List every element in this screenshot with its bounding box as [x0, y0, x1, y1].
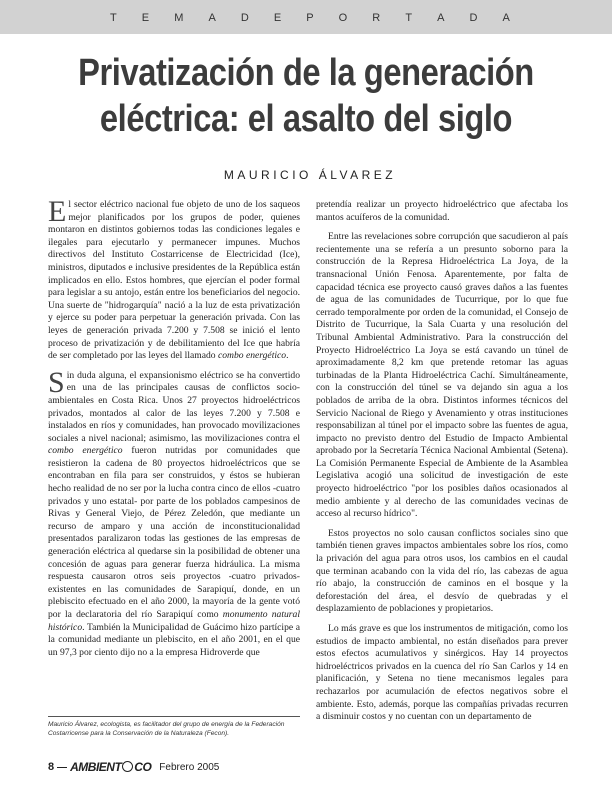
drop-cap: S	[48, 365, 65, 399]
footnote-divider	[48, 716, 300, 717]
paragraph-2: Sin duda alguna, el expansionismo eléctrico se ha convertido en una de las principales causas de conflictos socio-ambientales en Costa Rica. Unos 27 proyectos hidroeléctricos privados, montados al calor de las leyes 7.200 y 7.508 e instalados en ríos y comunidades, han provocado movilizaciones sociales a nivel nacional; asimismo, las movilizaciones contra el combo energético fueron nutridas por comunidades que resistieron la cadena de 80 proyectos hidroeléctricos que se encontraban en fila para ser construidos, y éstos se hubieran hecho realidad de no ser por la lucha contra cinco de ellos -cuatro privados y uno estatal- por parte de los poblados campesinos de Rivas y General Viejo, de Pérez Zeledón, que mediante un recurso de amparo y una acción de inconstitucionalidad presentados paralizaron todas las gestiones de las empresas de generación eléctrica al quedarse sin la posibilidad de obtener una concesión de aguas para generar fuerza hidráulica. La misma respuesta causaron otros seis proyectos -cuatro privados- existentes en las comunidades de Sarapiquí, donde, en un plebiscito efectuado en el año 2000, la mayoría de la gente votó por la declaratoria del río Sarapiquí como monumento natural histórico. También la Municipalidad de Guácimo hizo partícipe a la comunidad mediante un plebiscito, en el año 2001, en el que un 97,3 por ciento dijo no a la empresa Hidroverde que	[48, 365, 301, 658]
left-column	[48, 195, 301, 666]
author-footnote: Mauricio Álvarez, ecologista, es facilitador del grupo de energía de la Federación Costarricense para la Conservación de la Naturaleza (Fecon).	[48, 721, 285, 737]
footer-dash	[57, 767, 67, 768]
author-byline: MAURICIO ÁLVAREZ	[223, 168, 397, 182]
magazine-logo: AMBIENT CO	[70, 760, 152, 774]
section-header: T E M A D E P O R T A D A	[110, 12, 510, 24]
paragraph-3: Entre las revelaciones sobre corrupción que sacudieron al país recientemente una se refería a un presunto soborno para la construcción de la Represa Hidroeléctrica La Joya, de la transnacional Unión Fenosa. Aparentemente, por falta de capacidad técnica ese proyecto causó graves daños a las fuentes de agua de las comunidades de Tucurrique, por lo que fue cerrado temporalmente por orden de la comunidad, el Consejo de Distrito de Tucurrique, la Sala Cuarta y una resolución del Tribunal Ambiental Administrativo. Para la construcción del Proyecto Hidroeléctrico La Joya se está cavando un túnel de aproximadamente 8,2 km que pretende retomar las aguas turbinadas de la Planta Hidroeléctrica Cachí. Simultáneamente, con la construcción del túnel se va dejando sin agua a los poblados de arriba de la obra. Distintos informes técnicos del Servicio Nacional de Riego y Avenamiento y otras instituciones responsabilizan al túnel por el impacto sobre las fuentes de agua, impacto no previsto dentro del Estudio de Impacto Ambiental aprobado por la Secretaría Técnica Nacional Ambiental (Setena). La Comisión Permanente Especial de Ambiente de la Asamblea Legislativa acogió una solicitud de investigación de este proyecto hidroeléctrico "por los posibles daños ocasionados al medio ambiente y al derecho de las comunidades vecinas de acceso al recurso hídrico".	[316, 231, 568, 520]
title-line-1: Privatización de la generación	[78, 52, 534, 94]
drop-cap: E	[48, 195, 67, 228]
paragraph-5: Lo más grave es que los instrumentos de mitigación, como los estudios de impacto ambiental, no están diseñados para prever estos efectos acumulativos y sinérgicos. Hay 14 proyectos hidroeléctricos privados en la cuenca del río San Carlos y 14 en planificación, y Setena no tiene mecanismos legales para rechazarlos por acumulación de efectos negativos sobre el ambiente. Esto, además, porque las compañías privadas recurren a disminuir costos y no cuentan con un departamento de	[316, 623, 568, 723]
issue-date: Febrero 2005	[159, 761, 220, 773]
title-line-2: eléctrica: el asalto del siglo	[99, 98, 513, 140]
right-column	[316, 199, 568, 731]
page-footer	[48, 760, 219, 774]
globe-icon	[122, 761, 133, 772]
page-number: 8	[48, 761, 55, 773]
article-title	[69, 50, 544, 142]
paragraph-4: Estos proyectos no solo causan conflictos sociales sino que también tienen graves impactos ambientales sobre los ríos, como la privación del agua para otros usos, los cambios en el caudal que terminan acabando con la vida del río, las cabezas de agua río abajo, la construcción de caminos en el bosque y la deforestación del área, el desvío de quebradas y el desplazamiento de poblaciones y propietarios.	[316, 527, 568, 615]
paragraph-1: El sector eléctrico nacional fue objeto de uno de los saqueos mejor planificados por los grupos de poder, quienes montaron en distintos gobiernos todas las condiciones legales e ilegales para ejecutarlo y permanecer impunes. Muchos directivos del Instituto Costarricense de Electricidad (Ice), ministros, diputados e inclusive presidentes de la República están implicados en ello. Estos hombres, que ejercían el poder formal para legislar a su antojo, están entre los beneficiarios del negocio. Una suerte de "hidrogarquía" nació a la luz de esta privatización y ejerce su poder para perpetuar la generación privada. Con las leyes de generación privada 7.200 y 7.508 se inició el lento proceso de privatización y de debilitamiento del Ice que habría de ser completado por las leyes del llamado combo energético.	[48, 195, 301, 362]
paragraph-continued: pretendía realizar un proyecto hidroeléctrico que afectaba los mantos acuíferos de la comunidad.	[316, 199, 568, 223]
